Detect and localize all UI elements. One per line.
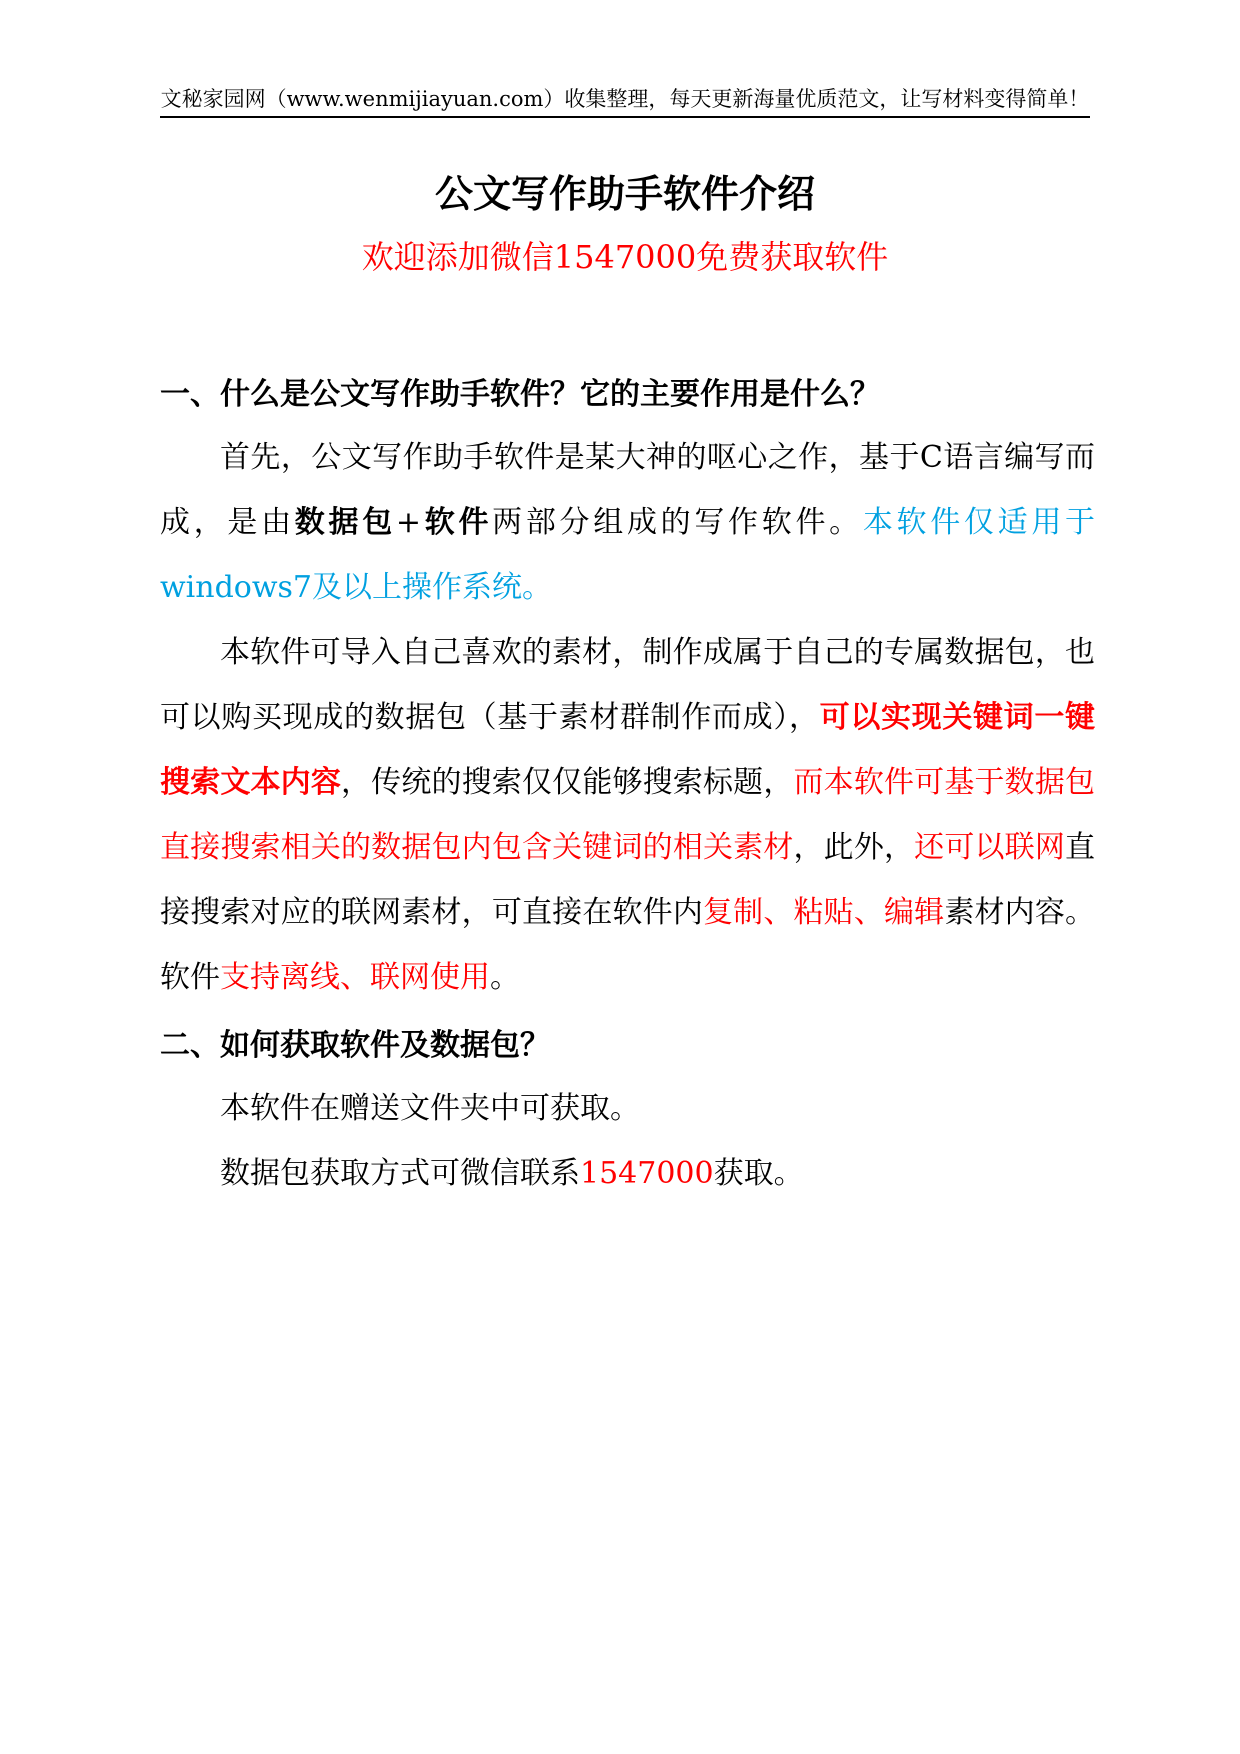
paragraph-get-software: 本软件在赠送文件夹中可获取。 — [220, 1091, 640, 1126]
document-subtitle: 欢迎添加微信1547000免费获取软件 — [361, 238, 889, 276]
feature-package-search: 而本软件可基于数据包直接搜索相关的数据包内包含关键词的相关素材 — [160, 765, 1095, 865]
features-text-6: 。 — [490, 960, 520, 995]
page-header: 文秘家园网（www.wenmijiayuan.com）收集整理，每天更新海量优质范文，让写材料变得简单！ — [160, 86, 1090, 118]
paragraph-intro-text: 首先，公文写作助手软件是某大神的呕心之作，基于C语言编写而成，是由 — [160, 440, 1095, 540]
features-text-5: 素材内容。软件 — [160, 895, 1096, 995]
features-text-4: 直接搜索对应的联网素材，可直接在软件内 — [160, 830, 1096, 930]
feature-copy-paste-edit: 复制、粘贴、编辑 — [703, 895, 945, 930]
document-body — [160, 365, 1095, 1206]
wechat-id: 1547000 — [580, 1156, 714, 1191]
paragraph-features — [160, 620, 1095, 1010]
plus-sign: + — [395, 505, 422, 540]
paragraph-intro — [160, 425, 1095, 620]
section-heading-1: 一、什么是公文写作助手软件？它的主要作用是什么？ — [160, 377, 880, 412]
section-heading-2: 二、如何获取软件及数据包？ — [160, 1028, 550, 1063]
feature-offline-online: 支持离线、联网使用 — [220, 960, 490, 995]
paragraph-intro-text-2: 两部分组成的写作软件。 — [492, 505, 863, 540]
document-title: 公文写作助手软件介绍 — [434, 172, 815, 216]
feature-online: 还可以联网 — [914, 830, 1066, 865]
system-requirement-note: 本软件仅适用于windows7及以上操作系统。 — [160, 505, 1096, 605]
features-text-1: 本软件可导入自己喜欢的素材，制作成属于自己的专属数据包，也可以购买现成的数据包（基于素材群制作而成）， — [160, 635, 1095, 735]
feature-keyword-search: 可以实现关键词一键搜索文本内容 — [160, 700, 1096, 800]
features-text-2: ，传统的搜索仅仅能够搜索标题， — [341, 765, 794, 800]
paragraph-get-package — [160, 1141, 1095, 1206]
get-package-text-1: 数据包获取方式可微信联系 — [220, 1156, 580, 1191]
features-text-3: ，此外， — [793, 830, 915, 865]
get-package-text-2: 获取。 — [713, 1156, 804, 1191]
emphasis-software: 软件 — [421, 505, 493, 540]
emphasis-data-package: 数据包 — [294, 505, 396, 540]
